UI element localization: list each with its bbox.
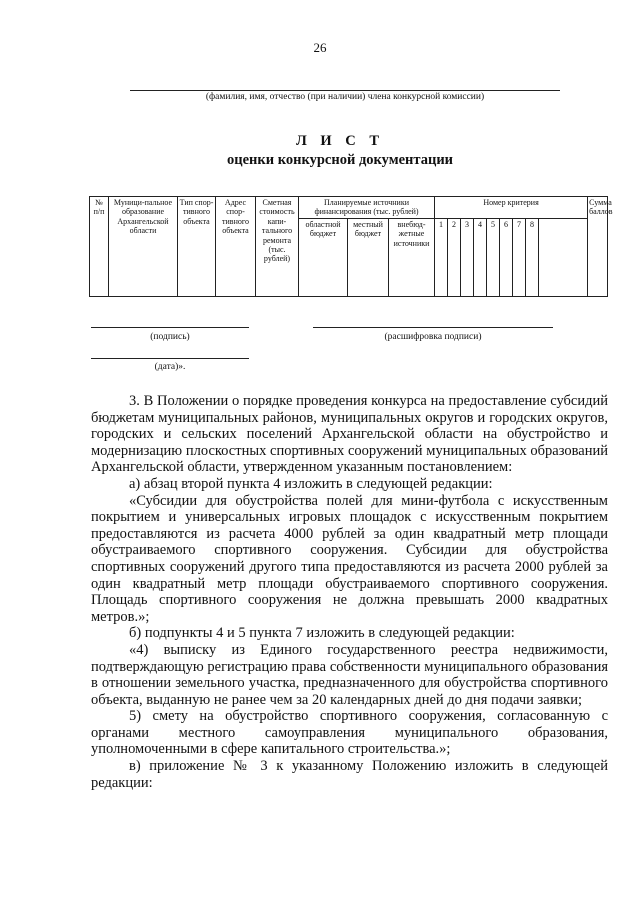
amendment-body (91, 393, 608, 791)
header-municipality: Муници-пальное образование Архангельской области (109, 197, 178, 297)
paragraph-v: в) приложение № 3 к указанному Положению изложить в следующей редакции: (91, 758, 608, 791)
sheet-subtitle: оценки конкурсной документации (226, 152, 454, 168)
header-object-type: Тип спор-тивного объекта (178, 197, 216, 297)
criterion-cell: 8 (526, 218, 539, 296)
date-label: (дата)». (154, 362, 186, 372)
signature-label: (подпись) (150, 332, 190, 342)
header-score-sum: Сумма баллов (588, 197, 608, 297)
criterion-cell: 6 (500, 218, 513, 296)
paragraph-a: а) абзац второй пункта 4 изложить в следующей редакции: (129, 475, 493, 492)
criterion-cell: 5 (487, 218, 500, 296)
header-extra-budget: внебюд-жетные источники (389, 218, 435, 296)
date-line (91, 358, 249, 359)
header-criteria-number: Номер критерия (435, 197, 588, 219)
page-number: 26 (313, 40, 327, 55)
paragraph-quote: «Субсидии для обустройства полей для мини-футбола с искусственным покрытием и универсальных игровых площадок с искусственным покрытием предоставляются из расчета 4000 рублей за один квадратный метр площади обустраиваемого спортивного сооружения. Субсидии для обустройства спортивных сооружений другого типа предоставляются из расчета 2000 рублей за один квадратный метр площади обустраиваемого спортивного сооружения. Площадь спортивного сооружения не должна превышать 2000 квадратных метров.»; (91, 492, 608, 625)
signature-line (91, 327, 249, 328)
paragraph-b: б) подпункты 4 и 5 пункта 7 изложить в следующей редакции: (129, 625, 515, 642)
criterion-cell: 1 (435, 218, 448, 296)
decoding-line (313, 327, 553, 328)
paragraph-item-5: 5) смету на обустройство спортивного сооружения, согласованную с органами местного самоуправления муниципального образования, уполномоченными в сфере капитального строительства.»; (91, 708, 608, 758)
sheet-title: Л И С Т (295, 133, 385, 149)
criterion-cell: 4 (474, 218, 487, 296)
criterion-cell-empty (539, 218, 588, 296)
header-estimate: Сметная стоимость капи-тального ремонта (тыс. рублей) (256, 197, 299, 297)
header-planned-sources: Планируемые источники финансирования (тыс. рублей) (299, 197, 435, 219)
evaluation-table (89, 196, 613, 297)
header-regional-budget: областной бюджет (299, 218, 348, 296)
paragraph-3: 3. В Положении о порядке проведения конкурса на предоставление субсидий бюджетам муниципальных районов, муниципальных округов и городских округов, городских и сельских поселений Архангельской области на обустройство и модернизацию плоскостных спортивных сооружений муниципальных образований Архангельской области, утвержденном указанным постановлением: (91, 393, 608, 476)
decoding-label: (расшифровка подписи) (384, 332, 482, 342)
paragraph-item-4: «4) выписку из Единого государственного реестра недвижимости, подтверждающую регистрацию права собственности муниципального образования в отношении земельного участка, предназначенного для обустройства спортивного объекта, выданную не ранее чем за 20 календарных дней до дня подачи заявки; (91, 641, 608, 708)
criterion-cell: 7 (513, 218, 526, 296)
member-name-line (130, 90, 560, 91)
criterion-cell: 3 (461, 218, 474, 296)
header-local-budget: местный бюджет (348, 218, 389, 296)
member-name-hint: (фамилия, имя, отчество (при наличии) члена конкурсной комиссии) (205, 92, 485, 102)
header-num: № п/п (90, 197, 109, 297)
criterion-cell: 2 (448, 218, 461, 296)
header-object-address: Адрес спор-тивного объекта (216, 197, 256, 297)
